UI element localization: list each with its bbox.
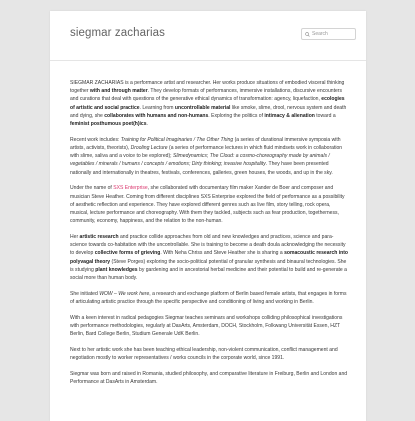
- bio-paragraph-intro: SIEGMAR ZACHARIAS is a performance artist and researcher. Her works produce situations of embodied visceral thinking together with and through matter. They develop formats of performances, immersive installations, discursive encounters and curations that deal with questions of the generative ethical dynamics of transformation: agency, liquefaction, ecologies of artistic and social practice. Learning from uncontrollable material like smoke, slime, drool, nervous system and death and dying, she collaborates with humans and non-humans. Exploring the politics of intimacy & alienation toward a feminist posthumous poet(h)ics.: [70, 80, 347, 128]
- bio-paragraph-wow: She initiated WOW – We work here, a research and exchange platform of Berlin based female artists, that engages in forms of articulating artistic practice through the specific perspective and conditioning of living and working in Berlin.: [70, 290, 347, 306]
- search-icon: [305, 32, 310, 37]
- search-placeholder: Search: [312, 31, 328, 37]
- bio-paragraph-recent-work: Recent work includes: Training for Political Imaginaries / The Other Thing (a series of durational immersive symposia with artists, activists, theorists), Drooling Lecture (a series of performance lectures in which fluid mindsets work in collaboration with slime, saliva and a voice to be explored); Slimedynamics; The Cloud: a cosmo-choreography made by animals / vegetables / minerals / humans / concepts / emotions; Dirty thinking; invasive hospitality. They have been presented nationally and internationally in theatres, festivals, conferences, galleries, green houses, the woods, and up in the sky.: [70, 136, 343, 176]
- site-header: [50, 11, 366, 61]
- bio-paragraph-teaching: With a keen interest in radical pedagogies Siegmar teaches seminars and workshops colliding philosophical investigations with performance methodologies, regularly at DasArts, Amsterdam, DOCH, Stockholm, Folkwang Universität Essen, HZT Berlin, Bard College Berlin, Studium Generale UdK Berlin.: [70, 314, 343, 338]
- search-input[interactable]: [301, 28, 356, 40]
- bio-content: [70, 79, 350, 394]
- page-card: [50, 11, 366, 421]
- bio-paragraph-background: Siegmar was born and raised in Romania, studied philosophy, and comparative literature in Freiburg, Berlin and London and Performance at DasArts in Amsterdam.: [70, 371, 348, 386]
- sxs-enterprise-link[interactable]: SXS Enterprise: [113, 185, 148, 192]
- bio-paragraph-research: Her artistic research and practice collide approaches from old and new knowledges and practices, science and para-science towards co-habitation with the uncontrollable. She is training to become a death doula acknowledging the necessity to develop collective forms of grieving. With Neha Chriss and Steve Heather she is sharing a somacoustic research into polyvagal theory (Steve Porges) exploring the socio-political potential of granular synthesis and binaural technologies. She is studying plant knowledges by gardening and in ancestorial herbal medicine and their potential to build and re-generate a social more than human body.: [70, 234, 349, 282]
- bio-paragraph-leadership: Next to her artistic work she has been teaching ethical leadership, non-violent communication, conflict management and negotiation mostly to worker representatives / works councils in the corporate world, since 1991.: [70, 347, 338, 362]
- site-title-link[interactable]: siegmar zacharias: [70, 27, 166, 39]
- bio-paragraph-sxs: Under the name of SXS Enterprise, she collaborated with documentary film maker Xander de Boer and composer and musician Steve Heather. Coming from different disciplines SXS Enterprise explored the field of performance as a possibility of aesthetic reflection and experience. They have explored different genres such as live film, story telling, rock opera, musical, lecture performance and choreography. With them they tackled, subjects such as fear production, togetherness, community, economy, happiness, and the relation to the non-human.: [70, 185, 345, 225]
